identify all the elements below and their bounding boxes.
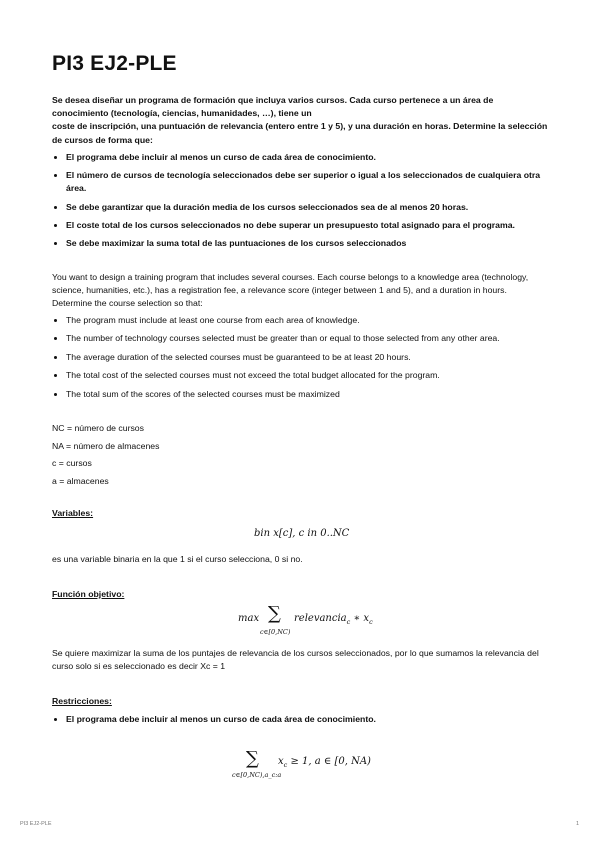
list-item: • The program must include at least one course from each area of knowledge. <box>66 314 562 327</box>
list-item: • El número de cursos de tecnología seleccionados debe ser superior o igual a los seleccionados de cualquiera otra área. <box>66 169 562 195</box>
variables-formula: bin x[c], c in 0..NC <box>254 528 350 539</box>
summation-icon: ∑ <box>246 748 259 769</box>
constraints-heading: Restricciones: <box>52 696 112 706</box>
spanish-intro-line: de cursos de forma que: <box>52 134 153 145</box>
spanish-intro-line: coste de inscripción, una puntuación de relevancia (entero entre 1 y 5), y una duración en horas. Determine la selección <box>52 121 548 132</box>
list-item: • The total sum of the scores of the selected courses must be maximized <box>66 388 562 401</box>
list-item: • The number of technology courses selected must be greater than or equal to those selected from any other area. <box>66 332 562 345</box>
list-item: • El coste total de los cursos seleccionados no debe superar un presupuesto total asignado para el programa. <box>66 219 562 232</box>
list-item: • The average duration of the selected courses must be guaranteed to be at least 20 hours. <box>66 351 562 364</box>
constraints-list <box>52 713 562 731</box>
objective-heading: Función objetivo: <box>52 589 125 599</box>
page-title: PI3 EJ2-PLE <box>52 52 177 75</box>
constraint-x-subscript: c <box>283 761 288 769</box>
list-item: • El programa debe incluir al menos un curso de cada área de conocimiento. <box>66 713 562 726</box>
objective-formula <box>238 603 378 641</box>
definition-item: c = cursos <box>52 458 92 468</box>
list-item: • Se debe garantizar que la duración media de los cursos seleccionados sea de al menos 20 horas. <box>66 201 562 214</box>
spanish-intro-line: conocimiento (tecnología, ciencias, humanidades, …), tiene un <box>52 108 312 119</box>
objective-term <box>294 613 373 626</box>
definition-item: NA = número de almacenes <box>52 440 160 451</box>
objective-description: Se quiere maximizar la suma de los puntajes de relevancia de los cursos seleccionados, por lo que sumamos la relevancia del curso solo si es seleccionado es decir Xc = 1 <box>52 648 539 672</box>
constraint-formula <box>232 750 392 784</box>
english-requirements-list <box>52 314 562 406</box>
definitions <box>52 420 548 490</box>
list-item: • El programa debe incluir al menos un curso de cada área de conocimiento. <box>66 151 562 164</box>
objective-relevance-subscript: c <box>346 618 351 626</box>
list-item: • The total cost of the selected courses must not exceed the total budget allocated for the program. <box>66 369 562 382</box>
objective-times-x: ∗ x <box>350 613 370 624</box>
spanish-intro <box>52 94 548 147</box>
constraint-x: x <box>278 756 284 767</box>
constraint-rhs: ≥ 1, a ∈ [0, NA) <box>287 756 371 767</box>
constraint-sum-range: c∈[0,NC),a_c:a <box>232 771 282 779</box>
definition-item: NC = número de cursos <box>52 423 144 433</box>
footer-title: PI3 EJ2-PLE <box>20 821 52 827</box>
spanish-intro-line: Se desea diseñar un programa de formación que incluya varios cursos. Cada curso pertenece a un área de <box>52 95 494 105</box>
list-item: • Se debe maximizar la suma total de las puntuaciones de los cursos seleccionados <box>66 237 562 250</box>
objective-sum-range: c∈[0,NC) <box>260 628 291 636</box>
variables-heading: Variables: <box>52 508 94 518</box>
definition-item: a = almacenes <box>52 475 109 486</box>
objective-x-subscript: c <box>369 618 373 626</box>
objective-relevance: relevancia <box>294 613 347 624</box>
spanish-requirements-list <box>52 151 562 255</box>
constraint-term <box>278 756 371 769</box>
footer-page-number: 1 <box>576 821 580 827</box>
summation-icon: ∑ <box>268 603 281 624</box>
english-intro: You want to design a training program that includes several courses. Each course belongs to a knowledge area (technology, science, humanities, etc.), has a registration fee, a relevance score (integer between 1 and 5), and a duration in hours. Determine the course selection so that: <box>52 272 529 309</box>
variables-description: es una variable binaria en la que 1 si el curso selecciona, 0 si no. <box>52 554 303 564</box>
objective-max: max <box>238 613 260 624</box>
